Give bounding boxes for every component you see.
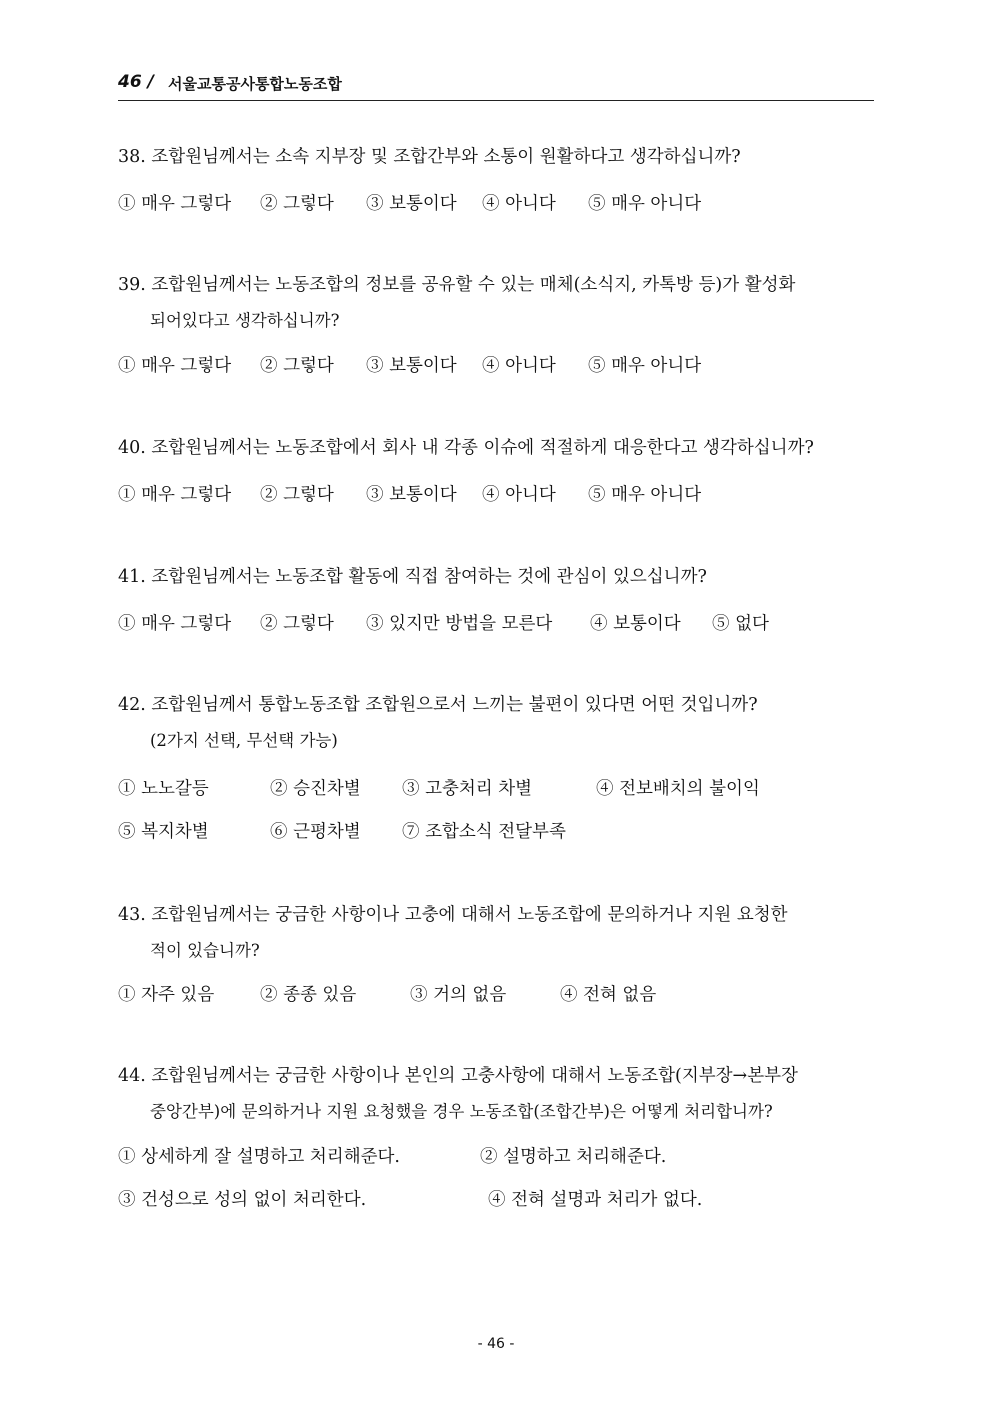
question-43 — [118, 898, 878, 968]
option[interactable]: ① 매우 그렇다 — [118, 356, 232, 376]
option[interactable]: ④ 전혀 없음 — [560, 985, 657, 1005]
option[interactable]: ① 매우 그렇다 — [118, 614, 232, 634]
option[interactable]: ① 자주 있음 — [118, 985, 215, 1005]
option[interactable]: ④ 아니다 — [482, 194, 556, 214]
option[interactable]: ⑤ 없다 — [712, 614, 769, 634]
question-text-continued: 되어있다고 생각하십니까? — [150, 311, 340, 330]
option[interactable]: ④ 아니다 — [482, 485, 556, 505]
option[interactable]: ③ 거의 없음 — [410, 985, 507, 1005]
option[interactable]: ② 그렇다 — [260, 194, 334, 214]
option[interactable]: ⑤ 매우 아니다 — [588, 356, 702, 376]
option[interactable]: ① 매우 그렇다 — [118, 194, 232, 214]
page-number: - 46 - — [477, 1336, 515, 1352]
option[interactable]: ③ 보통이다 — [366, 485, 457, 505]
option[interactable]: ⑥ 근평차별 — [270, 822, 361, 842]
question-text: 42. 조합원님께서 통합노동조합 조합원으로서 느끼는 불편이 있다면 어떤 것입니까? — [118, 695, 758, 715]
question-text: 43. 조합원님께서는 궁금한 사항이나 고충에 대해서 노동조합에 문의하거나 지원 요청한 — [118, 905, 788, 925]
option[interactable]: ④ 전보배치의 불이익 — [596, 779, 760, 799]
option[interactable]: ② 그렇다 — [260, 485, 334, 505]
option[interactable]: ④ 보통이다 — [590, 614, 681, 634]
option[interactable]: ③ 건성으로 성의 없이 처리한다. — [118, 1190, 367, 1210]
question-note: (2가지 선택, 무선택 가능) — [150, 731, 338, 750]
option[interactable]: ① 상세하게 잘 설명하고 처리해준다. — [118, 1147, 400, 1167]
option[interactable]: ⑤ 복지차별 — [118, 822, 209, 842]
question-41 — [118, 560, 878, 595]
question-text: 38. 조합원님께서는 소속 지부장 및 조합간부와 소통이 원활하다고 생각하십니까? — [118, 147, 741, 167]
question-39 — [118, 268, 878, 338]
question-text-continued: 중앙간부)에 문의하거나 지원 요청했을 경우 노동조합(조합간부)은 어떻게 처리합니까? — [150, 1102, 773, 1121]
option[interactable]: ① 매우 그렇다 — [118, 485, 232, 505]
option[interactable]: ① 노노갈등 — [118, 779, 209, 799]
question-38 — [118, 140, 878, 175]
question-text: 40. 조합원님께서는 노동조합에서 회사 내 각종 이슈에 적절하게 대응한다고 생각하십니까? — [118, 438, 814, 458]
option[interactable]: ② 그렇다 — [260, 356, 334, 376]
question-text-continued: 적이 있습니까? — [150, 941, 260, 960]
option[interactable]: ③ 있지만 방법을 모른다 — [366, 614, 553, 634]
option[interactable]: ② 승진차별 — [270, 779, 361, 799]
option[interactable]: ③ 고충처리 차별 — [402, 779, 533, 799]
question-42 — [118, 688, 878, 758]
option[interactable]: ④ 전혀 설명과 처리가 없다. — [488, 1190, 703, 1210]
option[interactable]: ⑦ 조합소식 전달부족 — [402, 822, 566, 842]
option[interactable]: ③ 보통이다 — [366, 356, 457, 376]
option[interactable]: ⑤ 매우 아니다 — [588, 194, 702, 214]
option[interactable]: ③ 보통이다 — [366, 194, 457, 214]
option[interactable]: ② 설명하고 처리해준다. — [480, 1147, 667, 1167]
page-header — [118, 66, 874, 101]
header-page-number: 46 / — [118, 72, 154, 92]
header-title: 서울교통공사통합노동조합 — [168, 75, 342, 93]
question-text: 39. 조합원님께서는 노동조합의 정보를 공유할 수 있는 매체(소식지, 카톡방 등)가 활성화 — [118, 275, 796, 295]
question-text: 44. 조합원님께서는 궁금한 사항이나 본인의 고충사항에 대해서 노동조합(지부장→본부장 — [118, 1066, 798, 1086]
option[interactable]: ② 그렇다 — [260, 614, 334, 634]
option[interactable]: ② 종종 있음 — [260, 985, 357, 1005]
option[interactable]: ④ 아니다 — [482, 356, 556, 376]
option[interactable]: ⑤ 매우 아니다 — [588, 485, 702, 505]
question-text: 41. 조합원님께서는 노동조합 활동에 직접 참여하는 것에 관심이 있으십니까? — [118, 567, 707, 587]
question-40 — [118, 431, 878, 466]
question-44 — [118, 1059, 878, 1129]
